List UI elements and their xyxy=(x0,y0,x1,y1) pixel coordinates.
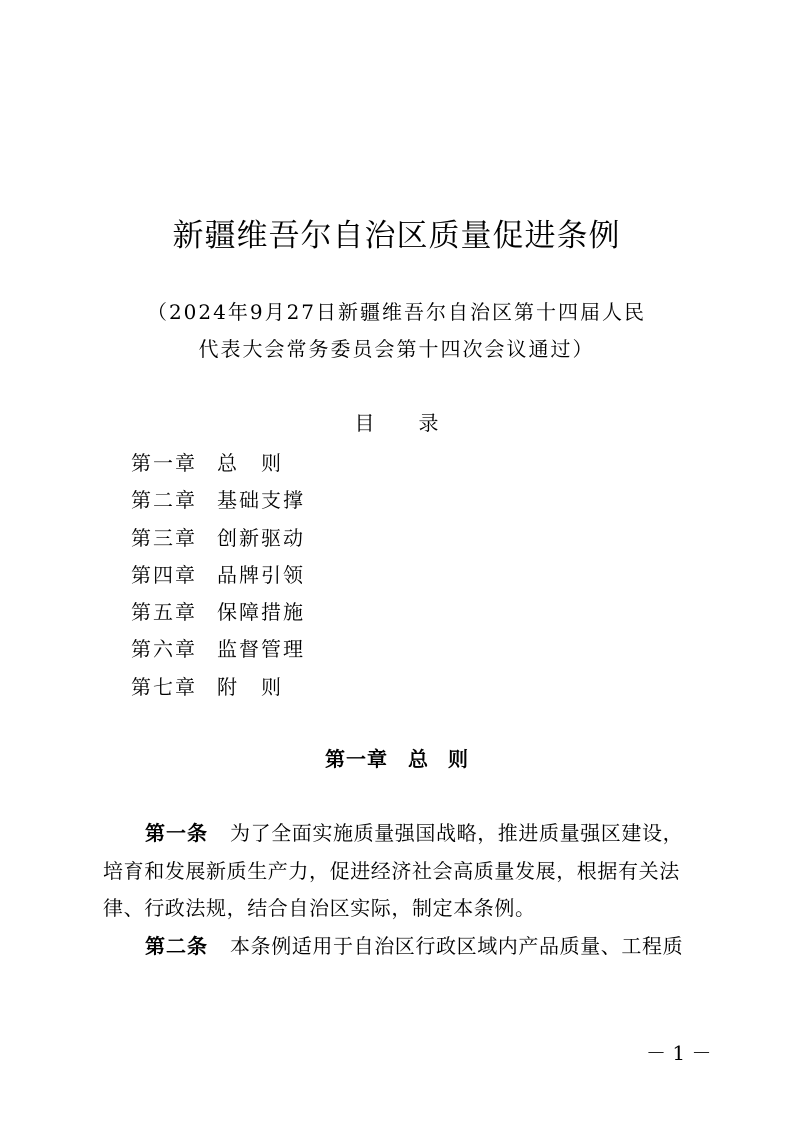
toc-item xyxy=(131,631,305,668)
toc-heading xyxy=(0,408,793,438)
toc-chapter-name: 创新驱动 xyxy=(217,525,305,550)
article-label: 第二条 xyxy=(145,934,208,958)
toc-chapter-number: 第四章 xyxy=(131,562,197,587)
toc-heading-right: 录 xyxy=(418,411,439,435)
article-text: 为了全面实施质量强国战略，推进质量强区建设， xyxy=(230,821,684,845)
article-label: 第一条 xyxy=(145,821,208,845)
chapter-heading xyxy=(0,744,793,774)
toc-chapter-name: 监督管理 xyxy=(217,637,305,662)
toc-item xyxy=(131,669,305,706)
toc-chapter-number: 第二章 xyxy=(131,488,197,513)
toc-chapter-number: 第一章 xyxy=(131,451,197,475)
toc-chapter-name: 保障措施 xyxy=(217,600,305,625)
toc-item xyxy=(131,445,305,482)
toc-chapter-name: 附 则 xyxy=(217,674,283,699)
adoption-note-line-2: 代表大会常务委员会第十四次会议通过） xyxy=(198,337,595,361)
toc-item xyxy=(131,594,305,631)
article-1-line-1 xyxy=(103,815,693,853)
page-number: － 1 － xyxy=(646,1041,712,1065)
article-1-line-3: 律、行政法规，结合自治区实际，制定本条例。 xyxy=(103,896,536,920)
adoption-note-line-1: （2024年9月27日新疆维吾尔自治区第十四届人民 xyxy=(146,300,647,324)
chapter-name: 总 则 xyxy=(408,747,468,771)
article-1 xyxy=(103,815,693,928)
article-text: 本条例适用于自治区行政区域内产品质量、工程质 xyxy=(230,934,684,958)
article-1-line-2: 培育和发展新质生产力，促进经济社会高质量发展，根据有关法 xyxy=(103,858,680,883)
table-of-contents xyxy=(131,445,305,706)
article-2-line-1 xyxy=(103,928,693,966)
toc-chapter-name: 品牌引领 xyxy=(217,562,305,587)
toc-chapter-number: 第五章 xyxy=(131,600,197,625)
toc-chapter-name: 基础支撑 xyxy=(217,488,305,513)
toc-item xyxy=(131,557,305,594)
article-2 xyxy=(103,928,693,966)
document-title: 新疆维吾尔自治区质量促进条例 xyxy=(172,218,621,254)
toc-item xyxy=(131,482,305,519)
toc-chapter-number: 第六章 xyxy=(131,637,197,662)
chapter-number: 第一章 xyxy=(325,747,388,771)
toc-heading-left: 目 xyxy=(354,411,375,435)
toc-item xyxy=(131,520,305,557)
toc-chapter-number: 第三章 xyxy=(131,525,197,550)
toc-chapter-number: 第七章 xyxy=(131,674,197,699)
toc-chapter-name: 总 则 xyxy=(217,451,283,475)
